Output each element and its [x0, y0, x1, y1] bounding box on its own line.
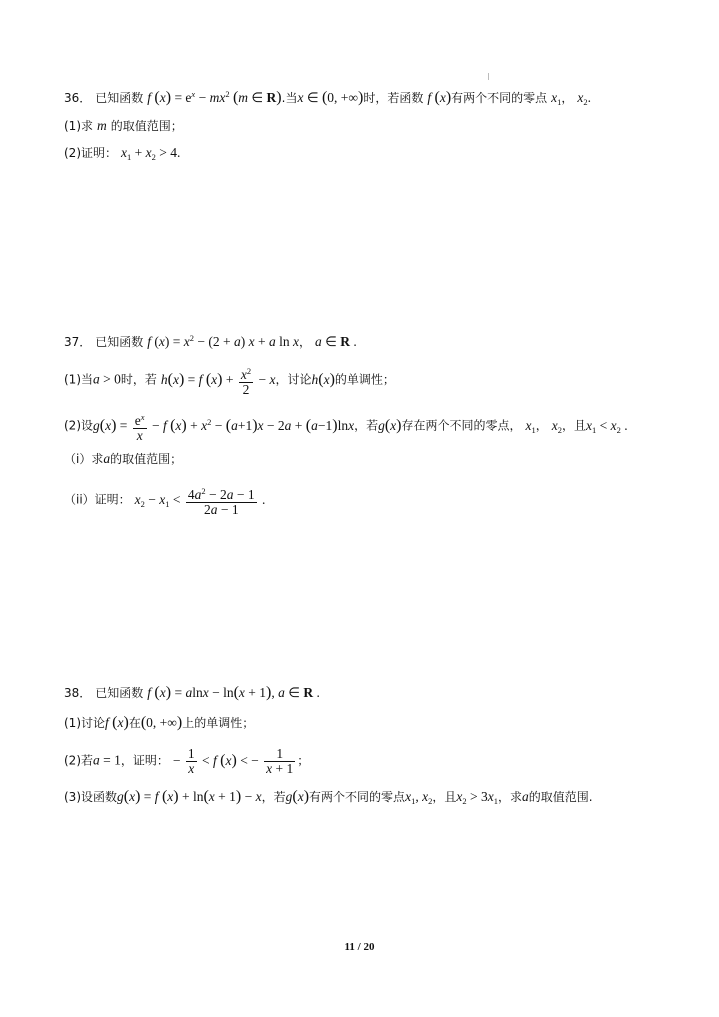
scan-mark: [488, 73, 489, 80]
problem-38-part-3: (3)设函数g(x) = f (x) + ln(x + 1) − x，若g(x)有两个不同的零点$x_1$, $x_2$，且$x_2 > 3x_1$，求a的取值范围.: [64, 788, 593, 806]
problem-38-part-2: (2)若a = 1，证明： − $\frac{1}{x}$ < f (x) < − $\frac{1}{x + 1}$ ；: [64, 746, 310, 776]
page-number: 11 / 20: [344, 941, 375, 953]
problem-number: 36．: [64, 91, 92, 105]
problem-number: 37．: [64, 335, 92, 349]
problem-36-part-2: (2)证明： $x_1 + x_2 > 4$.: [64, 145, 181, 162]
problem-37-part-2: (2)设g(x) = $\frac{e^x}{x}$ − f $(x) + x^2 - (a+1)x - 2a + (a-1)\ln x$，若g(x)存在两个不同的零点， $x_1$， $x_2$，且$x_1 < x_2$ .: [64, 412, 628, 443]
problem-38-stem: 38． 已知函数 f (x) = alnx − ln(x + 1), a ∈ R .: [64, 684, 320, 701]
problem-37-stem: 37． 已知函数 f $(x) = x^2 - (2 + a) x + a$ ln x， a ∈ R .: [64, 333, 357, 349]
problem-37-part-2-ii: （ii）证明： $x_2 - x_1$ < $\frac{4a^2 - 2a - 1}{2a - 1}$ .: [64, 486, 266, 517]
problem-number: 38．: [64, 686, 92, 700]
problem-37-part-1: (1)当a > 0时，若 h(x) = f (x) + $\frac{x^2}{2}$ − x，讨论h(x)的单调性；: [64, 366, 395, 397]
problem-38-part-1: (1)讨论f (x)在(0, +∞)上的单调性；: [64, 714, 255, 731]
problem-36-part-1: (1)求 m 的取值范围；: [64, 118, 183, 133]
problem-37-part-2-i: （i）求a的取值范围；: [64, 451, 183, 466]
problem-36-stem: 36． 已知函数 f $(x) = e^x - mx^2$ (m ∈ R).当x ∈ (0, +∞)时，若函数 f (x)有两个不同的零点 $x_1$， $x_2$.: [64, 89, 592, 107]
